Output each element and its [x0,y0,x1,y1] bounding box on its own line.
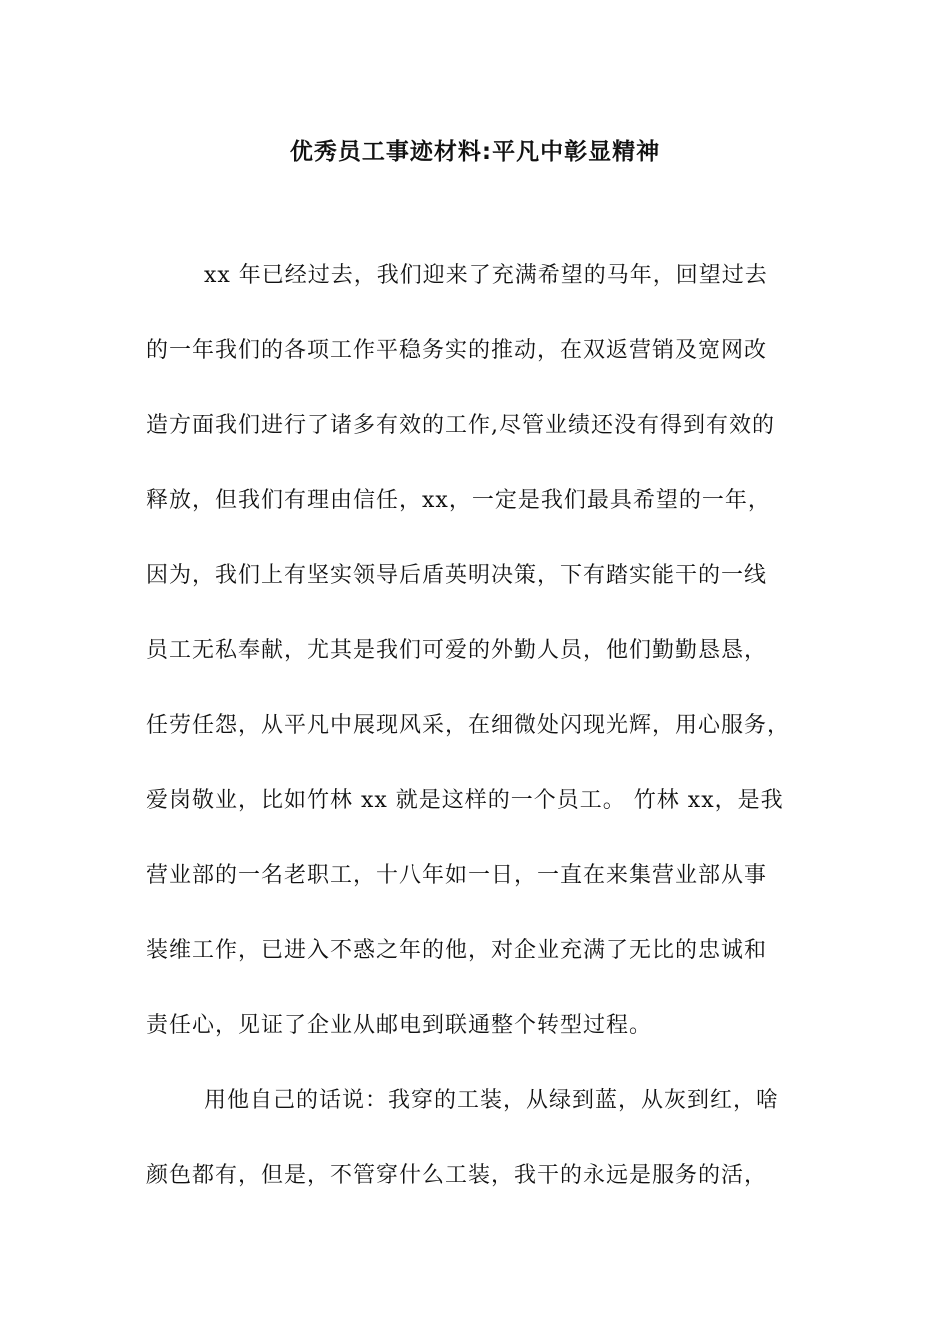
paragraph-line: xx 年已经过去，我们迎来了充满希望的马年，回望过去 [204,263,768,288]
paragraph-line: 颜色都有，但是，不管穿什么工装，我干的永远是服务的活， [146,1163,768,1188]
paragraph-line: 员工无私奉献，尤其是我们可爱的外勤人员，他们勤勤恳恳， [146,638,768,663]
paragraph-line: 造方面我们进行了诸多有效的工作,尽管业绩还没有得到有效的 [146,413,775,438]
paragraph-line: 营业部的一名老职工，十八年如一日，一直在来集营业部从事 [146,863,768,888]
paragraph-line: 因为，我们上有坚实领导后盾英明决策，下有踏实能干的一线 [146,563,768,588]
paragraph-line: 用他自己的话说：我穿的工装，从绿到蓝，从灰到红，啥 [204,1088,780,1113]
paragraph-line: 任劳任怨，从平凡中展现风采，在细微处闪现光辉，用心服务， [146,713,791,738]
document-title: 优秀员工事迹材料:平凡中彰显精神 [289,139,661,165]
paragraph-line: 释放，但我们有理由信任，xx，一定是我们最具希望的一年， [146,488,771,513]
paragraph-line: 装维工作，已进入不惑之年的他，对企业充满了无比的忠诚和 [146,938,768,963]
paragraph-line: 爱岗敬业，比如竹林 xx 就是这样的一个员工。 竹林 xx，是我 [146,788,784,813]
paragraph-line: 责任心，见证了企业从邮电到联通整个转型过程。 [146,1013,653,1038]
paragraph-line: 的一年我们的各项工作平稳务实的推动，在双返营销及宽网改 [146,338,768,363]
